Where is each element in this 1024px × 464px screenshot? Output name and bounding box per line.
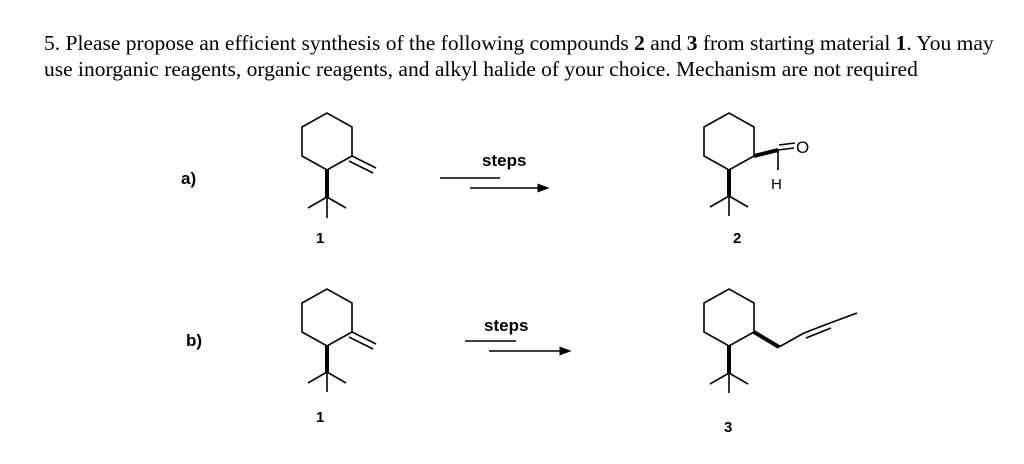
molecule-2 [704,113,795,216]
question-text: 5. Please propose an efficient synthesis of the following compounds 2 and 3 from starting material 1. You may use inorganic reagents, organic reagents, and alkyl halide of your choice. Mechanism are not required [44,31,994,81]
compound-number-1-a: 1 [316,230,325,247]
reaction-arrow-b [465,341,570,351]
reaction-arrow-a [440,178,548,188]
molecule-3 [704,289,857,393]
part-a-label: a) [181,169,197,188]
part-b-label: b) [186,331,203,350]
molecule-1-b [302,289,376,392]
atom-H: H [771,176,782,193]
molecule-1-a [302,113,376,218]
compound-2-ref: 2 [634,31,645,55]
compound-1-ref: 1 [895,31,907,55]
atom-O: O [796,138,810,157]
arrow-label-steps-b: steps [484,316,529,335]
arrow-label-steps-a: steps [482,151,527,170]
compound-number-2: 2 [733,230,742,247]
question-number: 5. [44,31,61,55]
compound-number-1-b: 1 [316,409,325,426]
compound-number-3: 3 [724,419,733,436]
compound-3-ref: 3 [686,31,698,55]
